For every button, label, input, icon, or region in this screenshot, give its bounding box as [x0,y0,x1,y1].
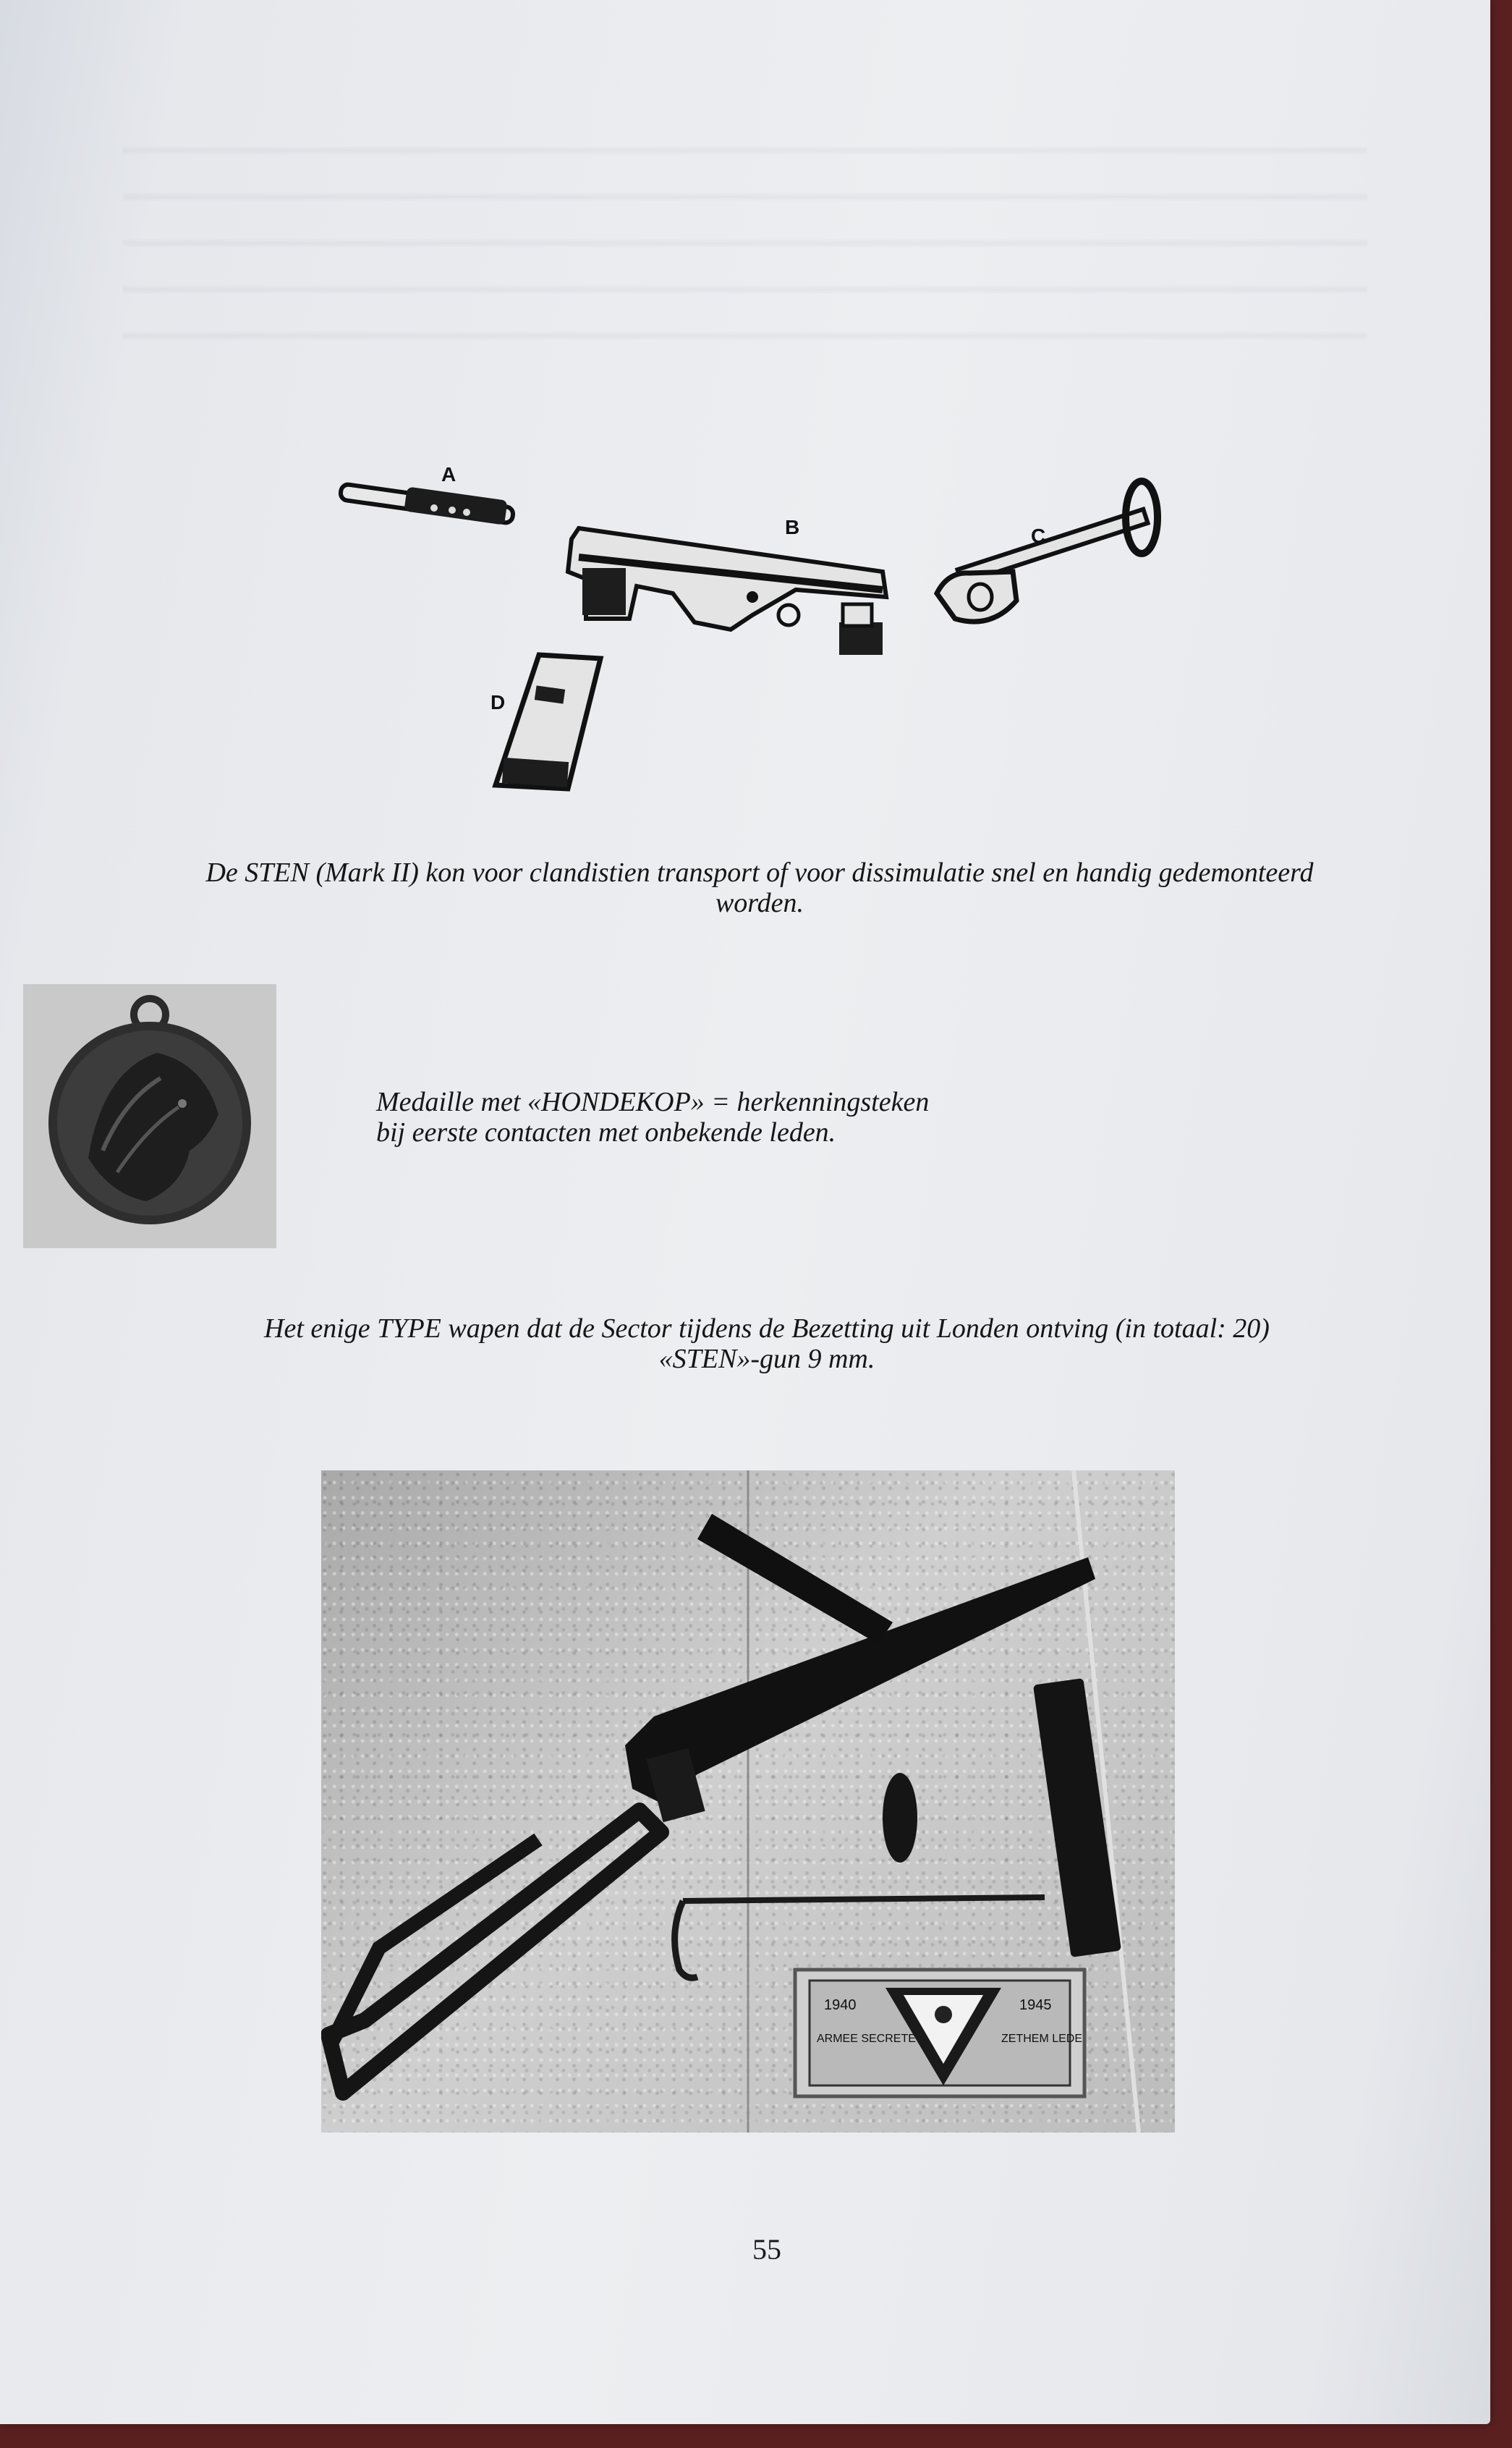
part-a-barrel [340,463,514,525]
medal-caption: Medaille met «HONDEKOP» = herkenningsteken bij eerste contacten met onbekende leden. [376,1087,930,1148]
part-c-stock [937,481,1158,622]
plaque-year-right: 1945 [1019,1997,1052,2013]
part-d-magazine [490,655,600,789]
page-number: 55 [752,2233,781,2266]
sten-parts-caption: De STEN (Mark II) kon voor clandistien transport of voor dissimulatie snel en handig gedemonteerd worden. [205,857,1314,918]
armee-secrete-plaque [795,1970,1084,2096]
plaque-year-left: 1940 [824,1997,857,2013]
sten-gun-photo [321,1470,1175,2133]
sten-parts-drawing [318,449,1201,796]
label-c: C [1031,525,1046,547]
sten-photo-caption: Het enige TYPE wapen dat de Sector tijdens de Bezetting uit Londen ontving (in totaal: 20) «STEN»-gun 9 mm. [264,1313,1270,1374]
label-b: B [785,516,800,538]
show-through-text [123,109,1367,376]
label-a: A [441,463,456,486]
part-b-body [568,516,886,655]
label-d: D [490,691,506,713]
plaque-text-left: ARMEE SECRETE [817,2033,916,2045]
plaque-text-right: ZETHEM LEDE [1001,2033,1083,2045]
medal-photo [23,984,276,1248]
